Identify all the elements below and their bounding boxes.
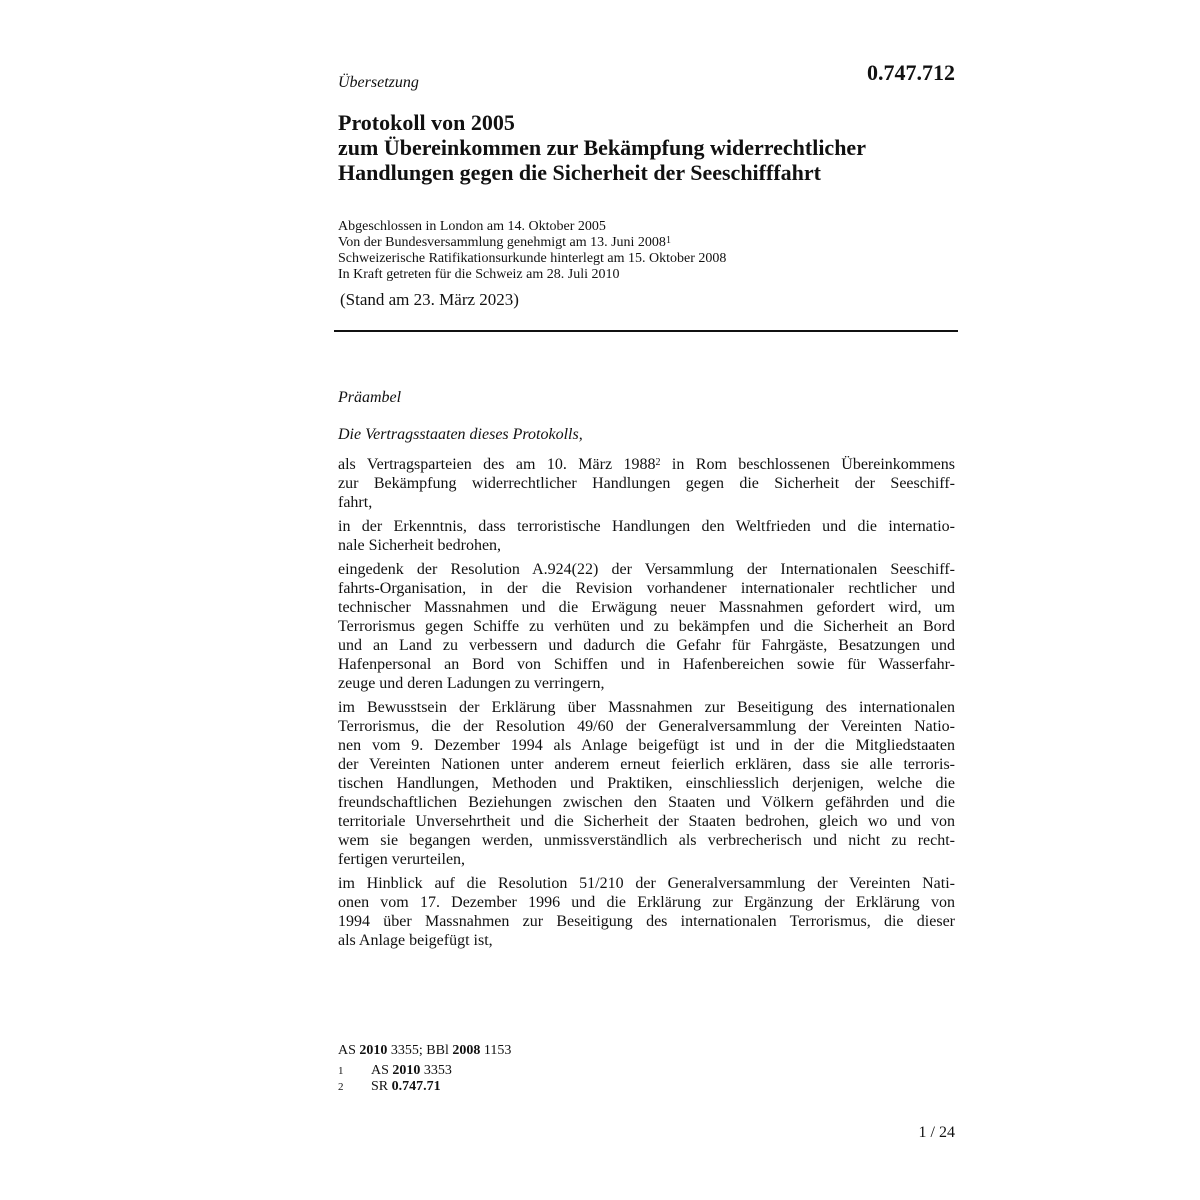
footnote-year: 2010 [392,1063,421,1078]
text-line: der Vereinten Nationen unter anderem erneut feierlich erklären, dass sie alle terroris- [338,756,955,773]
page-number: 1 / 24 [918,1124,955,1141]
footnote-as-label: AS [371,1063,393,1078]
text-line: und an Land zu verbessern und dadurch die Gefahr für Fahrgäste, Besatzungen und [338,637,955,654]
approved-text: Von der Bundesversammlung genehmigt am 13. Juni 2008 [338,235,666,250]
text-fragment: in Rom beschlossenen Übereinkommens [660,456,956,473]
header-divider [334,330,958,332]
translation-label: Übersetzung [338,74,419,91]
footnote-sr-label: SR [371,1079,392,1094]
concluded-line: Abgeschlossen in London am 14. Oktober 2005 [338,219,606,234]
footnote-number: 2 [338,1081,344,1093]
source-bbl-year: 2008 [452,1043,481,1058]
text-line: 1994 über Massnahmen zur Beseitigung des internationalen Terrorismus, die dieser [338,913,955,930]
text-line: Terrorismus gegen Schiffe zu verhüten und zu bekämpfen und die Sicherheit an Bord [338,618,955,635]
text-line: Terrorismus, die der Resolution 49/60 der Generalversammlung der Vereinten Natio- [338,718,955,735]
text-line: als Anlage beigefügt ist, [338,932,493,949]
text-line: nale Sicherheit bedrohen, [338,537,502,554]
footnote-number: 1 [338,1065,344,1077]
title-line-3: Handlungen gegen die Sicherheit der Seeschifffahrt [338,160,821,185]
footnote-page: 3353 [420,1063,452,1078]
parties-intro: Die Vertragsstaaten dieses Protokolls, [338,426,583,443]
in-force-line: In Kraft getreten für die Schweiz am 28. Juli 2010 [338,267,620,282]
footnote-sr-number: 0.747.71 [391,1079,441,1094]
footnote-ref-1[interactable]: 1 [665,235,671,246]
text-line: technischer Massnahmen und die Erwägung neuer Massnahmen gefordert wird, um [338,599,955,616]
preamble-heading: Präambel [338,389,402,406]
approved-line [338,235,958,251]
preamble-paragraph [338,698,955,869]
status-date: (Stand am 23. März 2023) [340,290,519,309]
text-line: zur Bekämpfung widerrechtlicher Handlungen gegen die Sicherheit der Seeschiff- [338,475,955,492]
text-line: im Hinblick auf die Resolution 51/210 der Generalversammlung der Vereinten Nati- [338,875,955,892]
text-line: zeuge und deren Ladungen zu verringern, [338,675,605,692]
text-line: tischen Handlungen, Methoden und Praktiken, einschliesslich derjenigen, welche die [338,775,955,792]
document-metadata [338,219,958,283]
footnotes [338,1063,452,1095]
source-reference [338,1043,511,1059]
preamble-paragraph [338,517,955,555]
preamble-paragraph [338,874,955,950]
preamble-paragraph [338,560,955,693]
preamble-body [338,455,955,955]
source-bbl-page: 1153 [480,1043,512,1058]
text-line: freundschaftlichen Beziehungen zwischen den Staaten und Völkern gefährden und die [338,794,955,811]
text-line: fertigen verurteilen, [338,851,466,868]
footnote-text [371,1063,452,1079]
source-as-label: AS [338,1043,360,1058]
text-line: wem sie begangen werden, unmissverständlich als verbrecherisch und nicht zu recht- [338,832,955,849]
text-line: nen vom 9. Dezember 1994 als Anlage beigefügt ist und in der die Mitgliedstaaten [338,737,955,754]
text-line: Hafenpersonal an Bord von Schiffen und in Hafenbereichen sowie für Wasserfahr- [338,656,955,673]
text-line: territoriale Unversehrtheit und die Sicherheit der Staaten bedrohen, gleich wo und von [338,813,955,830]
sr-number: 0.747.712 [867,60,955,85]
ratification-line: Schweizerische Ratifikationsurkunde hinterlegt am 15. Oktober 2008 [338,251,727,266]
text-line: onen vom 17. Dezember 1996 und die Erklärung zur Ergänzung der Erklärung von [338,894,955,911]
source-as-year: 2010 [359,1043,388,1058]
text-line: in der Erkenntnis, dass terroristische Handlungen den Weltfrieden und die internatio- [338,518,955,535]
text-line: fahrts-Organisation, in der die Revision vorhandener internationaler rechtlicher und [338,580,955,597]
document-title [338,110,958,185]
text-line [338,455,955,474]
source-as-page: 3355; BBl [387,1043,453,1058]
footnote-ref-2[interactable]: 2 [655,457,661,468]
text-line: fahrt, [338,494,373,511]
text-line: eingedenk der Resolution A.924(22) der Versammlung der Internationalen Seeschiff- [338,561,955,578]
title-line-1: Protokoll von 2005 [338,110,515,135]
title-line-2: zum Übereinkommen zur Bekämpfung widerrechtlicher [338,135,866,160]
text-line: im Bewusstsein der Erklärung über Massnahmen zur Beseitigung des internationalen [338,699,955,716]
text-fragment: als Vertragsparteien des am 10. März 1988 [338,456,656,473]
footnote-1 [338,1063,452,1079]
preamble-paragraph [338,455,955,512]
footnote-2 [338,1079,452,1095]
footnote-text [371,1079,441,1095]
